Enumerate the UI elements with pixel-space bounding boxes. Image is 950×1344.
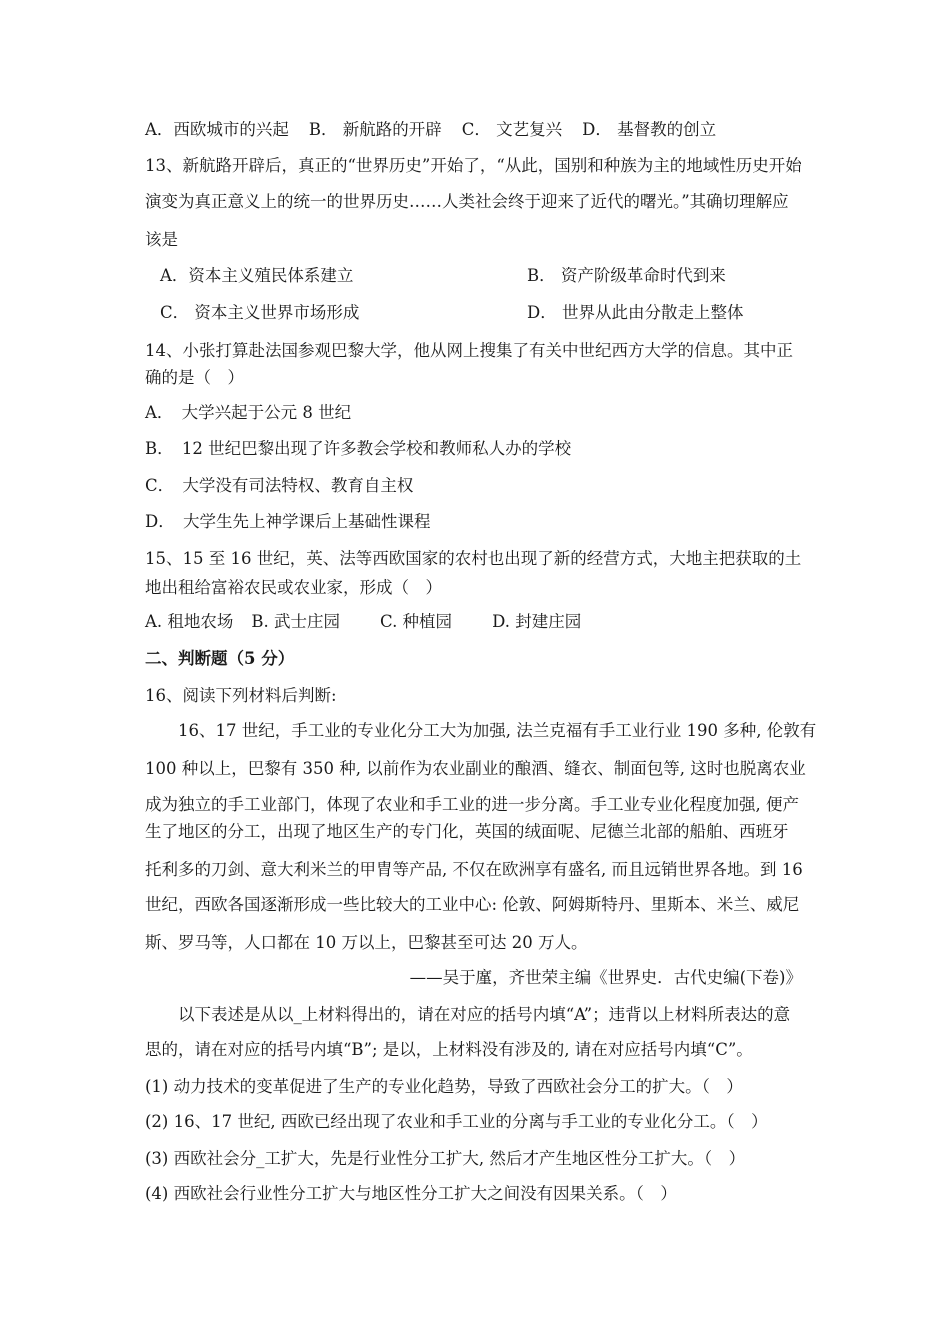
section-title: 二、判断题（5 分） xyxy=(145,649,295,668)
q15-option-b: B. 武士庄园 xyxy=(251,612,341,631)
q12-option-d: D． 基督教的创立 xyxy=(582,120,717,139)
q13-option-d: D． 世界从此由分散走上整体 xyxy=(527,303,744,322)
statement-4: (4) 西欧社会行业性分工扩大与地区性分工扩大之间没有因果关系。（ ） xyxy=(145,1184,677,1203)
q13-option-c: C． 资本主义世界市场形成 xyxy=(160,303,360,322)
passage-line: 生了地区的分工，出现了地区生产的专门化，英国的绒面呢、尼德兰北部的船舶、西班牙 xyxy=(145,822,789,841)
q14-stem-line-1: 14、小张打算赴法国参观巴黎大学，他从网上搜集了有关中世纪西方大学的信息。其中正 xyxy=(145,341,793,360)
passage-line: 100 种以上，巴黎有 350 种, 以前作为农业副业的酿酒、缝衣、制面包等, 这时也脱离农业 xyxy=(145,759,806,778)
statement-3: (3) 西欧社会分_工扩大，先是行业性分工扩大, 然后才产生地区性分工扩大。（ ） xyxy=(145,1149,746,1168)
q15-option-a: A. 租地农场 xyxy=(145,612,234,631)
q15-option-d: D. 封建庄园 xyxy=(492,612,582,631)
passage-line: 成为独立的手工业部门，体现了农业和手工业的进一步分离。手工业专业化程度加强, 便产 xyxy=(145,795,799,814)
instruction-line: 思的，请在对应的括号内填“B”; 是以，上材料没有涉及的, 请在对应括号内填“C”。 xyxy=(145,1040,753,1059)
q14-option-c: C． 大学没有司法特权、教育自主权 xyxy=(145,476,414,495)
q15-option-c: C. 种植园 xyxy=(380,612,453,631)
q14-stem-line-2: 确的是（ ） xyxy=(145,368,244,387)
q13-stem-line-2: 演变为真正意义上的统一的世界历史……人类社会终于迎来了近代的曙光。”其确切理解应 xyxy=(145,192,789,211)
passage-line: 托利多的刀剑、意大利米兰的甲胄等产品, 不仅在欧洲享有盛名, 而且远销世界各地。到 16 xyxy=(145,860,803,879)
q14-option-d: D． 大学生先上神学课后上基础性课程 xyxy=(145,512,431,531)
q15-stem-line-2: 地出租给富裕农民或农业家，形成（ ） xyxy=(145,578,442,597)
q13-option-a: A．资本主义殖民体系建立 xyxy=(160,266,354,285)
statement-2: (2) 16、17 世纪, 西欧已经出现了农业和手工业的分离与手工业的专业化分工。（ ） xyxy=(145,1112,768,1131)
q12-option-a: A．西欧城市的兴起 xyxy=(145,120,289,139)
passage-line: 世纪，西欧各国逐渐形成一些比较大的工业中心: 伦敦、阿姆斯特丹、里斯本、米兰、威尼 xyxy=(145,895,800,914)
passage-line: 斯、罗马等，人口都在 10 万以上，巴黎甚至可达 20 万人。 xyxy=(145,933,588,952)
q15-stem-line-1: 15、15 至 16 世纪，英、法等西欧国家的农村也出现了新的经营方式，大地主把获取的土 xyxy=(145,549,802,568)
q12-option-c: C． 文艺复兴 xyxy=(461,120,563,139)
q14-option-b: B． 12 世纪巴黎出现了许多教会学校和教师私人办的学校 xyxy=(145,439,572,458)
statement-1: (1) 动力技术的变革促进了生产的专业化趋势，导致了西欧社会分工的扩大。（ ） xyxy=(145,1077,743,1096)
q13-option-b: B． 资产阶级革命时代到来 xyxy=(527,266,726,285)
q16-intro: 16、阅读下列材料后判断: xyxy=(145,686,337,705)
q14-option-a: A． 大学兴起于公元 8 世纪 xyxy=(145,403,352,422)
q13-stem-line-1: 13、新航路开辟后，真正的“世界历史”开始了，“从此，国别和种族为主的地域性历史开始 xyxy=(145,156,802,175)
q12-options xyxy=(145,118,716,142)
q15-options xyxy=(145,610,581,634)
instruction-line: 以下表述是从以_上材料得出的，请在对应的括号内填“A”；违背以上材料所表达的意 xyxy=(178,1005,791,1024)
passage-source: ——吴于廑，齐世荣主编《世界史．古代史编(下卷)》 xyxy=(409,968,802,987)
q12-option-b: B． 新航路的开辟 xyxy=(308,120,442,139)
passage-line: 16、17 世纪，手工业的专业化分工大为加强, 法兰克福有手工业行业 190 多种, 伦敦有 xyxy=(178,721,817,740)
q13-stem-line-3: 该是 xyxy=(145,230,178,249)
